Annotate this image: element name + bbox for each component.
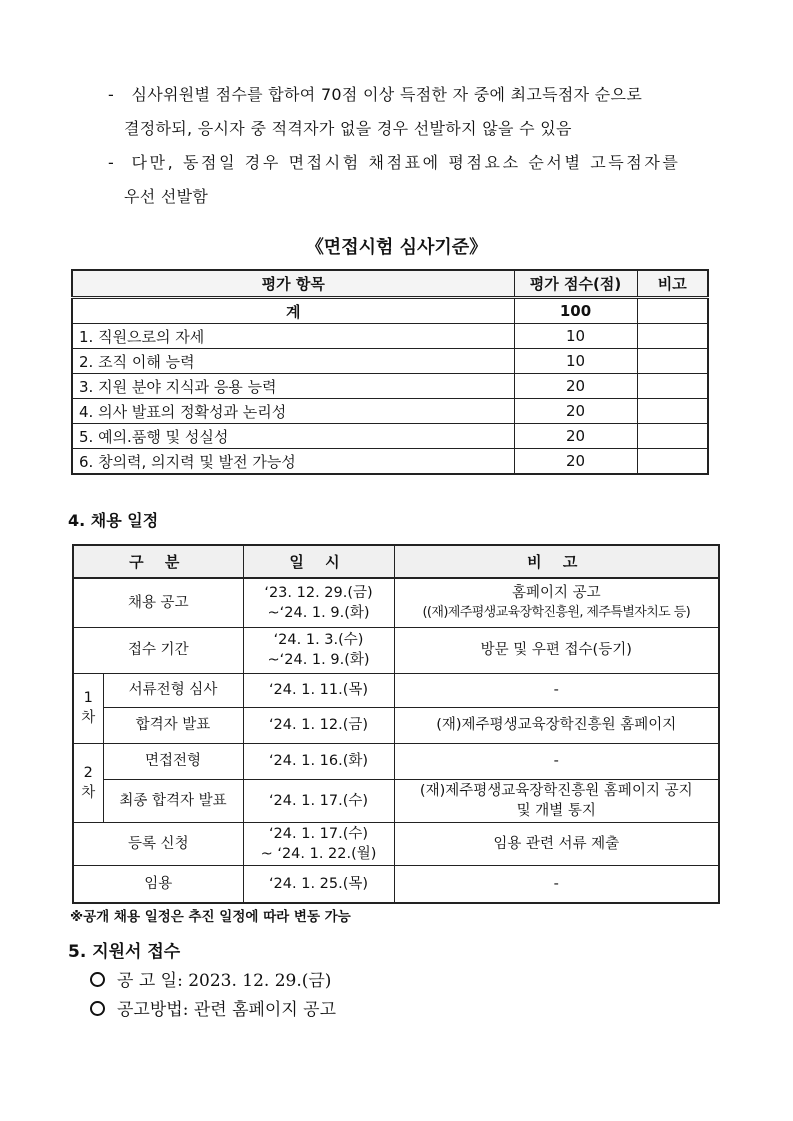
stage-2-label (73, 743, 103, 822)
bullet-dash: - (108, 85, 115, 104)
eval-score: 20 (514, 399, 637, 424)
circle-bullet-icon (90, 972, 105, 987)
bullet-1 (108, 82, 642, 105)
stage-suffix: 차 (81, 710, 96, 726)
schedule-date: ‘24. 1. 17.(수) (243, 779, 394, 822)
eval-item: 5. 예의.품행 및 성실성 (72, 424, 514, 449)
eval-score: 10 (514, 324, 637, 349)
eval-total-note (637, 298, 708, 324)
date-line: ‘24. 1. 17.(수) (268, 825, 369, 842)
bullet-text: 심사위원별 점수를 합하여 70점 이상 득점한 자 중에 최고득점자 순으로 (131, 85, 643, 104)
eval-caption: 《면접시험 심사기준》 (305, 237, 488, 258)
schedule-date: ‘24. 1. 11.(목) (243, 673, 394, 707)
schedule-label: 접수 기간 (73, 627, 243, 673)
schedule-label: 면접전형 (103, 743, 243, 779)
eval-total-score: 100 (514, 298, 637, 324)
schedule-note: - (394, 865, 719, 903)
table-row (73, 673, 719, 707)
application-item-text: 공고방법: 관련 홈페이지 공고 (117, 1000, 337, 1020)
schedule-label: 합격자 발표 (103, 707, 243, 743)
eval-score: 10 (514, 349, 637, 374)
schedule-date: ‘24. 1. 16.(화) (243, 743, 394, 779)
table-row (73, 822, 719, 865)
eval-header-row (72, 270, 708, 298)
schedule-note: - (394, 673, 719, 707)
table-row (72, 449, 708, 475)
eval-item: 4. 의사 발표의 정확성과 논리성 (72, 399, 514, 424)
schedule-header-date: 일 시 (243, 545, 394, 578)
schedule-note: (재)제주평생교육장학진흥원 홈페이지 (394, 707, 719, 743)
table-row (73, 865, 719, 903)
schedule-footnote: ※공개 채용 일정은 추진 일정에 따라 변동 가능 (70, 909, 351, 925)
eval-item: 3. 지원 분야 지식과 응용 능력 (72, 374, 514, 399)
date-line: ‘23. 12. 29.(금) (264, 584, 373, 601)
schedule-label: 최종 합격자 발표 (103, 779, 243, 822)
eval-item: 6. 창의력, 의지력 및 발전 가능성 (72, 449, 514, 475)
stage-number: 1 (83, 690, 93, 706)
date-line: ‘24. 1. 3.(수) (273, 632, 364, 648)
date-line: ~ ‘24. 1. 22.(월) (260, 845, 377, 862)
schedule-note: 임용 관련 서류 제출 (394, 822, 719, 865)
table-row (72, 399, 708, 424)
table-row (73, 743, 719, 779)
eval-item: 1. 직원으로의 자세 (72, 324, 514, 349)
circle-bullet-icon (90, 1001, 105, 1016)
note-line: 및 개별 통지 (516, 802, 596, 819)
eval-header-note: 비고 (637, 270, 708, 298)
eval-note (637, 374, 708, 399)
eval-table (71, 269, 709, 475)
note-line: ((재)제주평생교육장학진흥원, 제주특별자치도 등) (422, 604, 691, 620)
application-section-title: 5. 지원서 접수 (68, 942, 181, 962)
bullet-dash: - (108, 153, 115, 172)
eval-header-score: 평가 점수(점) (514, 270, 637, 298)
schedule-header-note: 비 고 (394, 545, 719, 578)
application-item (90, 995, 336, 1020)
eval-note (637, 399, 708, 424)
table-row (72, 374, 708, 399)
eval-note (637, 324, 708, 349)
eval-note (637, 349, 708, 374)
stage-suffix: 차 (81, 784, 96, 801)
schedule-note: - (394, 743, 719, 779)
schedule-table (72, 544, 720, 904)
schedule-date (243, 578, 394, 627)
stage-1-label (73, 673, 103, 743)
bullet-text: 다만, 동점일 경우 면접시험 채점표에 평점요소 순서별 고득점자를 (131, 153, 681, 172)
table-row (73, 707, 719, 743)
schedule-date: ‘24. 1. 25.(목) (243, 865, 394, 903)
eval-score: 20 (514, 424, 637, 449)
eval-header-item: 평가 항목 (72, 270, 514, 298)
schedule-label: 임용 (73, 865, 243, 903)
schedule-note (394, 578, 719, 627)
schedule-label: 서류전형 심사 (103, 673, 243, 707)
schedule-date: ‘24. 1. 12.(금) (243, 707, 394, 743)
table-row (72, 349, 708, 374)
table-row (72, 424, 708, 449)
stage-number: 2 (83, 764, 93, 781)
bullet-1-cont: 결정하되, 응시자 중 적격자가 없을 경우 선발하지 않을 수 있음 (124, 119, 572, 138)
date-line: ~‘24. 1. 9.(화) (267, 604, 370, 621)
bullet-2 (108, 150, 680, 173)
application-item (90, 966, 331, 991)
note-line: 홈페이지 공고 (511, 584, 601, 601)
eval-item: 2. 조직 이해 능력 (72, 349, 514, 374)
table-row (72, 324, 708, 349)
note-line: (재)제주평생교육장학진흥원 홈페이지 공지 (419, 782, 693, 799)
schedule-date (243, 627, 394, 673)
schedule-section-title: 4. 채용 일정 (68, 511, 159, 530)
schedule-label: 등록 신청 (73, 822, 243, 865)
eval-note (637, 449, 708, 475)
eval-score: 20 (514, 374, 637, 399)
table-row (73, 779, 719, 822)
table-row (73, 578, 719, 627)
schedule-header-row (73, 545, 719, 578)
schedule-header-category: 구 분 (73, 545, 243, 578)
schedule-note: 방문 및 우편 접수(등기) (394, 627, 719, 673)
schedule-note (394, 779, 719, 822)
eval-total-row (72, 298, 708, 324)
schedule-label: 채용 공고 (73, 578, 243, 627)
application-item-text: 공 고 일: 2023. 12. 29.(금) (117, 971, 332, 991)
table-row (73, 627, 719, 673)
eval-total-label: 계 (72, 298, 514, 324)
eval-score: 20 (514, 449, 637, 475)
date-line: ~‘24. 1. 9.(화) (267, 652, 370, 668)
bullet-2-cont: 우선 선발함 (124, 187, 209, 206)
schedule-date (243, 822, 394, 865)
eval-note (637, 424, 708, 449)
